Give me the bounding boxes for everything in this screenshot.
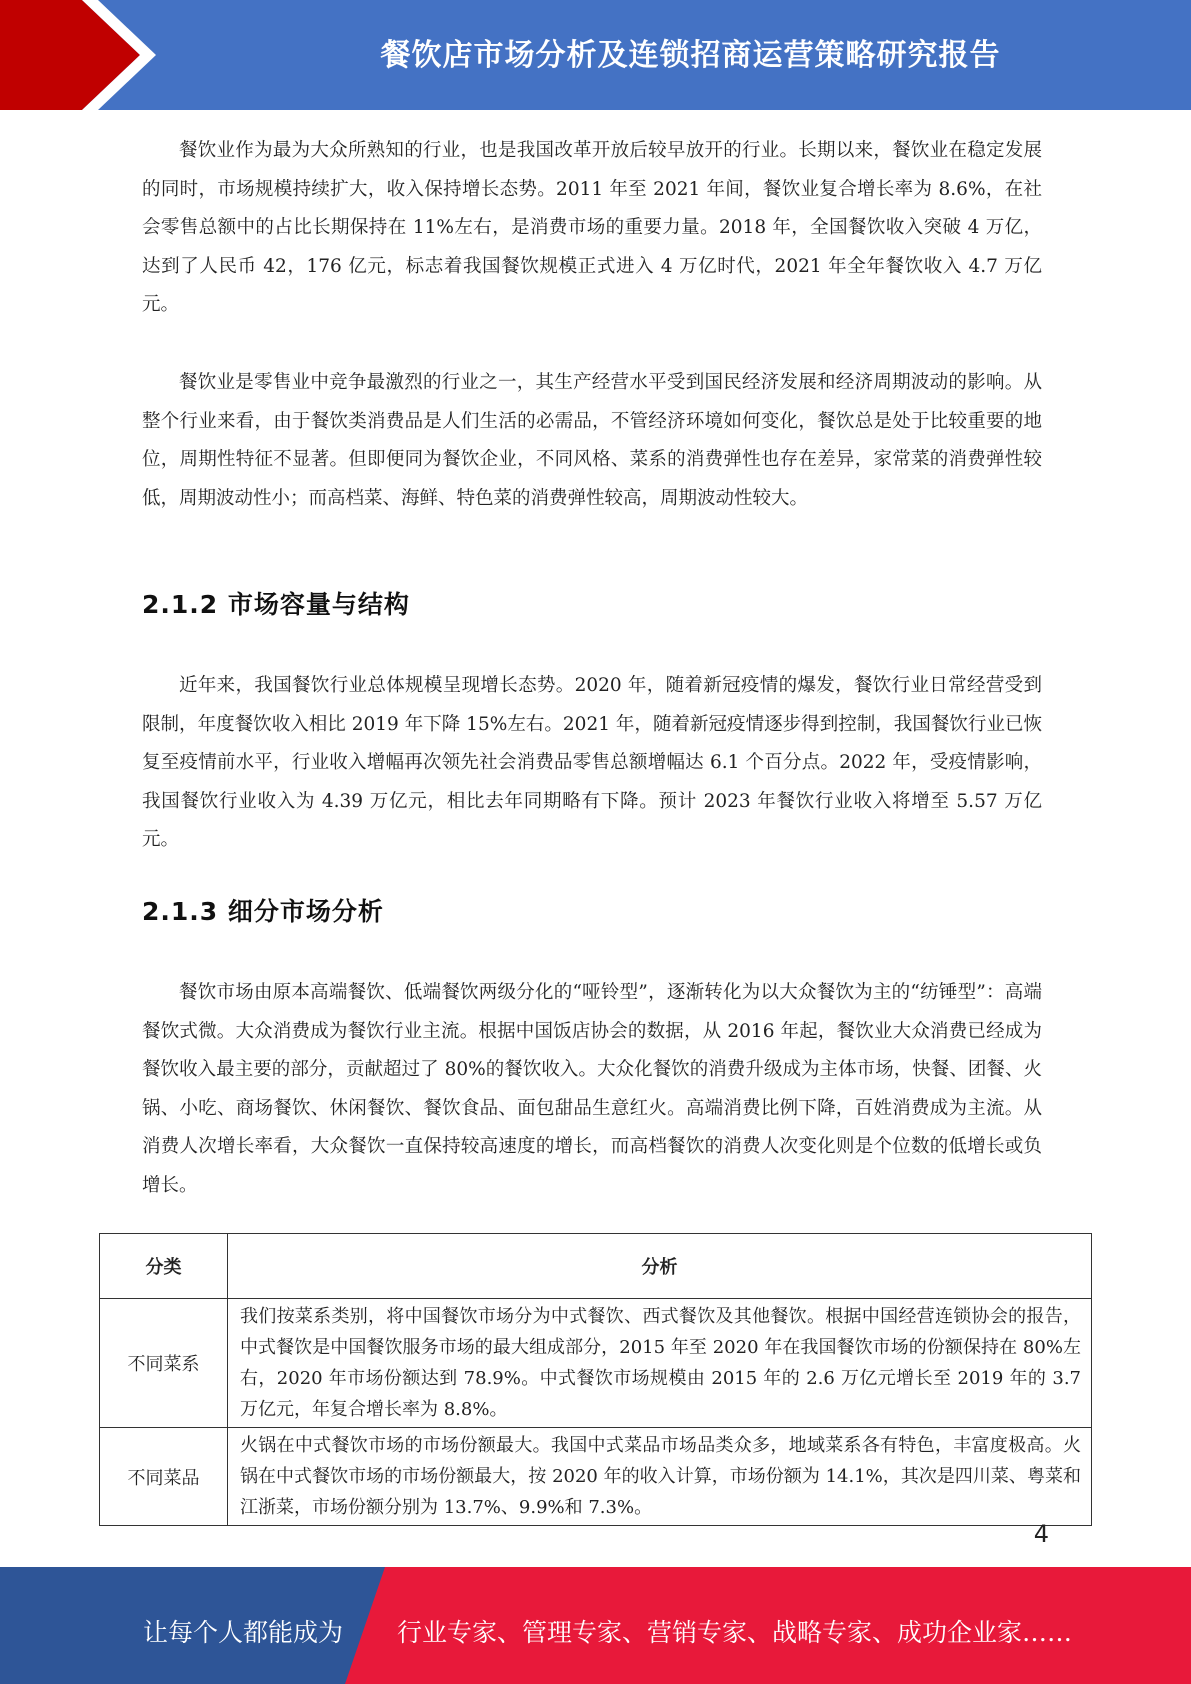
section-heading-segment-analysis: 2.1.3 细分市场分析 [142,897,384,926]
page-number: 4 [1033,1520,1049,1548]
paragraph-competition: 餐饮业是零售业中竞争最激烈的行业之一，其生产经营水平受到国民经济发展和经济周期波动的影响。从整个行业来看，由于餐饮类消费品是人们生活的必需品，不管经济环境如何变化，餐饮总是处于比较重要的地位，周期性特征不显著。但即便同为餐饮企业，不同风格、菜系的消费弹性也存在差异，家常菜的消费弹性较低，周期波动性小；而高档菜、海鲜、特色菜的消费弹性较高，周期波动性较大。 [142,372,1042,509]
table-cell-analysis: 火锅在中式餐饮市场的市场份额最大。我国中式菜品市场品类众多，地域菜系各有特色，丰富度极高。火锅在中式餐饮市场的市场份额最大，按 2020 年的收入计算，市场份额为 14.1%，其次是四川菜、粤菜和江浙菜，市场份额分别为 13.7%、9.9%和 7.3%。 [228,1428,1092,1526]
page-header [0,0,1191,110]
header-arrow-decoration [0,0,230,110]
table-cell-category: 不同菜系 [100,1299,228,1428]
paragraph-market-capacity: 近年来，我国餐饮行业总体规模呈现增长态势。2020 年，随着新冠疫情的爆发，餐饮行业日常经营受到限制，年度餐饮收入相比 2019 年下降 15%左右。2021 年，随着新冠疫情逐步得到控制，我国餐饮行业已恢复至疫情前水平，行业收入增幅再次领先社会消费品零售总额增幅达 6.1 个百分点。2022 年，受疫情影响，我国餐饮行业收入为 4.39 万亿元，相比去年同期略有下降。预计 2023 年餐饮行业收入将增至 5.57 万亿元。 [142,675,1042,850]
footer-slogan-left: 让每个人都能成为 [143,1618,344,1647]
section-heading-market-capacity: 2.1.2 市场容量与结构 [142,590,410,619]
table-cell-category: 不同菜品 [100,1428,228,1526]
footer-slogan-right: 行业专家、管理专家、营销专家、战略专家、成功企业家…… [397,1618,1073,1647]
column-header-analysis: 分析 [228,1234,1092,1299]
segment-analysis-table [99,1233,1092,1526]
table-header-row [100,1234,1092,1299]
paragraph-segment-analysis: 餐饮市场由原本高端餐饮、低端餐饮两级分化的“哑铃型”，逐渐转化为以大众餐饮为主的“纺锤型”：高端餐饮式微。大众消费成为餐饮行业主流。根据中国饭店协会的数据，从 2016 年起，餐饮业大众消费已经成为餐饮收入最主要的部分，贡献超过了 80%的餐饮收入。大众化餐饮的消费升级成为主体市场，快餐、团餐、火锅、小吃、商场餐饮、休闲餐饮、餐饮食品、面包甜品生意红火。高端消费比例下降，百姓消费成为主流。从消费人次增长率看，大众餐饮一直保持较高速度的增长，而高档餐饮的消费人次变化则是个位数的低增长或负增长。 [142,982,1042,1196]
table-row [100,1428,1092,1526]
column-header-category: 分类 [100,1234,228,1299]
table-row [100,1299,1092,1428]
page-footer [0,1567,1191,1684]
table-cell-analysis: 我们按菜系类别，将中国餐饮市场分为中式餐饮、西式餐饮及其他餐饮。根据中国经营连锁协会的报告，中式餐饮是中国餐饮服务市场的最大组成部分，2015 年至 2020 年在我国餐饮市场的份额保持在 80%左右，2020 年市场份额达到 78.9%。中式餐饮市场规模由 2015 年的 2.6 万亿元增长至 2019 年的 3.7 万亿元，年复合增长率为 8.8%。 [228,1299,1092,1428]
report-title: 餐饮店市场分析及连锁招商运营策略研究报告 [380,38,1001,73]
paragraph-industry-overview: 餐饮业作为最为大众所熟知的行业，也是我国改革开放后较早放开的行业。长期以来，餐饮业在稳定发展的同时，市场规模持续扩大，收入保持增长态势。2011 年至 2021 年间，餐饮业复合增长率为 8.6%，在社会零售总额中的占比长期保持在 11%左右，是消费市场的重要力量。2018 年，全国餐饮收入突破 4 万亿，达到了人民币 42，176 亿元，标志着我国餐饮规模正式进入 4 万亿时代，2021 年全年餐饮收入 4.7 万亿元。 [142,140,1042,315]
